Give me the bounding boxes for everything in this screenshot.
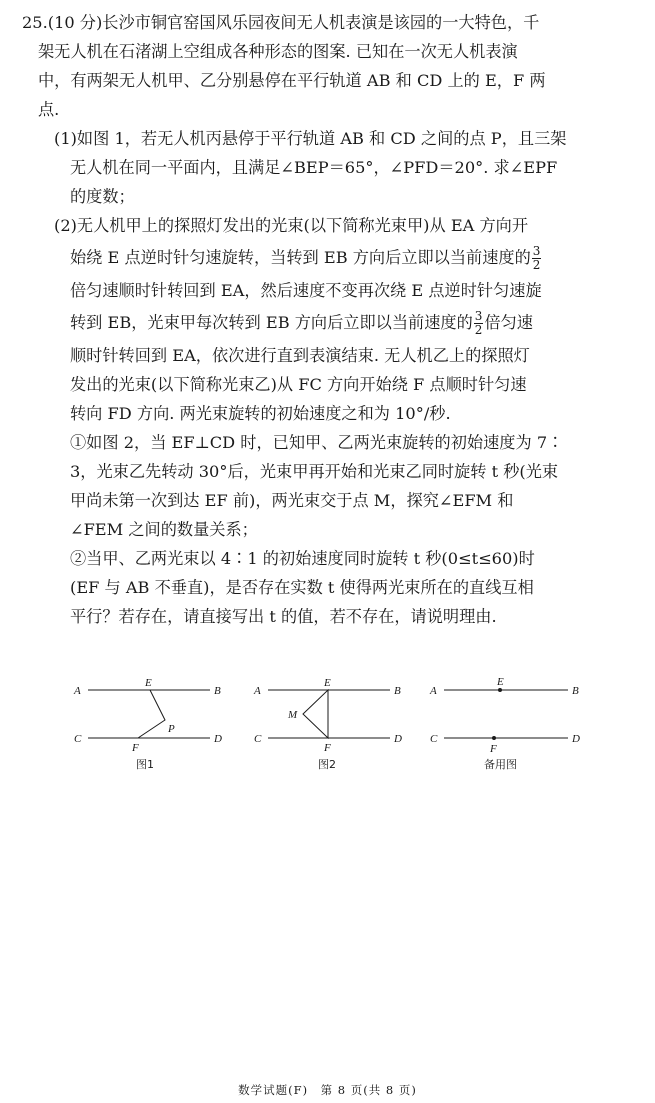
fraction-denominator: 2: [532, 258, 541, 272]
fig1-label-b: B: [214, 685, 221, 697]
sub1-line-1: ①如图 2，当 EF⊥CD 时，已知甲、乙两光束旋转的初始速度为 7∶: [70, 433, 564, 452]
fig1-label-d: D: [214, 733, 222, 745]
fig3-label-c: C: [430, 733, 438, 745]
fig3-point-e: [498, 688, 502, 692]
fig1-label-a: A: [74, 685, 81, 697]
fig3-label-a: A: [430, 685, 437, 697]
part2-line-2: [54, 240, 542, 276]
fig2-label-m: M: [288, 709, 298, 721]
fraction-three-halves: [532, 245, 542, 272]
fraction-numerator-2: 3: [474, 309, 483, 323]
part2-line-3: 倍匀速顺时针转回到 EA，然后速度不变再次绕 E 点逆时针匀速旋: [70, 281, 542, 300]
intro-line-2: 架无人机在石渚湖上空组成各种形态的图案. 已知在一次无人机表演: [38, 42, 518, 61]
fraction-numerator: 3: [532, 244, 541, 258]
intro-line-4: 点.: [38, 100, 60, 119]
sub1-line-2: 3，光束乙先转动 30°后，光束甲再开始和光束乙同时旋转 t 秒(光束: [70, 462, 559, 481]
part2-line-7: 转向 FD 方向. 两光束旋转的初始速度之和为 10°/秒.: [70, 404, 451, 423]
part2-line-5: 顺时针转回到 EA，依次进行直到表演结束. 无人机乙上的探照灯: [70, 346, 530, 365]
sub2-line-2: (EF 与 AB 不垂直)，是否存在实数 t 使得两光束所在的直线互相: [70, 578, 534, 597]
page-footer: 数学试题(F) 第 8 页(共 8 页): [238, 1083, 417, 1097]
part-1: [22, 124, 642, 211]
part2-line-4: [54, 305, 533, 341]
fig3-label-b: B: [572, 685, 579, 697]
fig2-label-a: A: [254, 685, 261, 697]
figures: [60, 672, 620, 782]
fig3-caption: 备用图: [484, 758, 517, 771]
sub2-line-1: ②当甲、乙两光束以 4∶1 的初始速度同时旋转 t 秒(0≤t≤60)时: [70, 549, 535, 568]
fraction-denominator-2: 2: [474, 323, 483, 337]
intro-line-3: 中，有两架无人机甲、乙分别悬停在平行轨道 AB 和 CD 上的 E，F 两: [38, 71, 546, 90]
fig2-label-f: F: [324, 742, 331, 754]
fig2-caption: 图2: [318, 758, 336, 771]
part2-line-2-text: 始绕 E 点逆时针匀速旋转，当转到 EB 方向后立即以当前速度的: [70, 248, 531, 267]
figure-backup: [429, 676, 580, 771]
fig3-point-f: [492, 736, 496, 740]
part2-line-6: 发出的光束(以下简称光束乙)从 FC 方向开始绕 F 点顺时针匀速: [70, 375, 527, 394]
part1-line-1: (1)如图 1，若无人机丙悬停于平行轨道 AB 和 CD 之间的点 P，且三架: [54, 129, 567, 148]
fig2-triangle-efm: [303, 690, 328, 738]
fig3-label-d: D: [572, 733, 580, 745]
fig1-caption: 图1: [136, 758, 154, 771]
part1-line-3: 的度数；: [70, 187, 135, 206]
part1-line-2: 无人机在同一平面内，且满足∠BEP＝65°，∠PFD＝20°. 求∠EPF: [70, 158, 558, 177]
figure-1: [73, 677, 222, 771]
fig1-label-e: E: [145, 677, 152, 689]
fig2-label-e: E: [324, 677, 331, 689]
sub1-line-4: ∠FEM 之间的数量关系；: [70, 520, 258, 539]
part2-line-4-text: 转到 EB，光束甲每次转到 EB 方向后立即以当前速度的: [70, 313, 473, 332]
intro-line-1: (10 分)长沙市铜官窑国风乐园夜间无人机表演是该园的一大特色，千: [47, 13, 540, 32]
fig2-label-d: D: [394, 733, 402, 745]
fig1-label-c: C: [74, 733, 82, 745]
fig3-label-e: E: [497, 676, 504, 688]
fraction-three-halves-2: [474, 310, 484, 337]
fig1-label-p: P: [168, 723, 175, 735]
sub1-line-3: 甲尚未第一次到达 EF 前)，两光束交于点 M，探究∠EFM 和: [70, 491, 514, 510]
figure-2: [253, 677, 402, 771]
question-intro: [22, 8, 642, 124]
part-2: [22, 211, 642, 631]
question-25: [22, 8, 642, 631]
question-number: 25.: [22, 13, 48, 32]
sub2-line-3: 平行？若存在，请直接写出 t 的值，若不存在，请说明理由.: [70, 607, 497, 626]
fig1-label-f: F: [132, 742, 139, 754]
part2-line-4-tail: 倍匀速: [484, 313, 533, 332]
fig2-label-c: C: [254, 733, 262, 745]
fig3-label-f: F: [490, 743, 497, 755]
fig1-path-epf: [138, 690, 165, 738]
fig2-label-b: B: [394, 685, 401, 697]
part2-line-1: (2)无人机甲上的探照灯发出的光束(以下简称光束甲)从 EA 方向开: [54, 216, 529, 235]
